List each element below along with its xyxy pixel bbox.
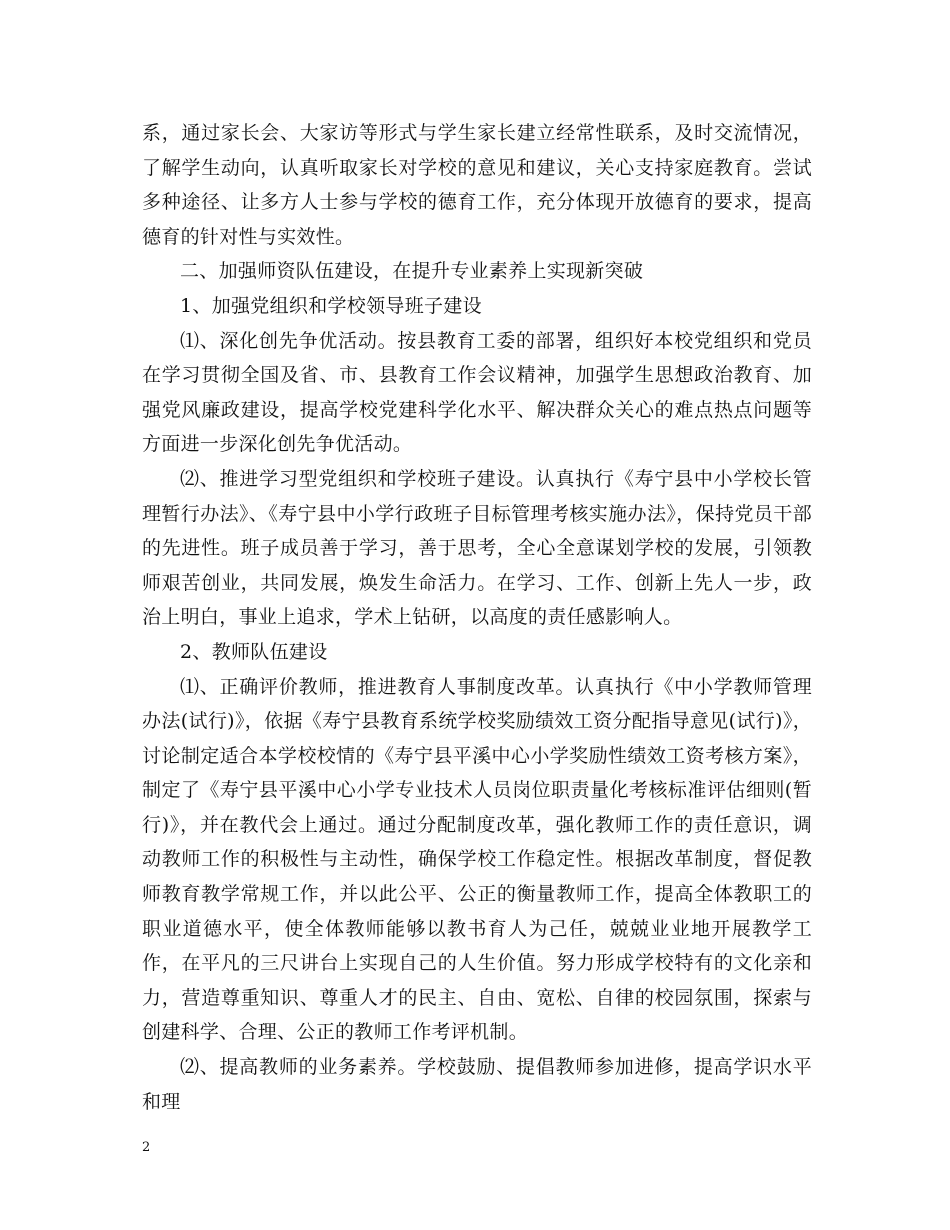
subheading-teacher-team-building: 2、教师队伍建设 (180, 640, 328, 663)
subheading-party-leadership: 1、加强党组织和学校领导班子建设 (180, 294, 482, 317)
paragraph-excellence-activity: ⑴、深化创先争优活动。按县教育工委的部署，组织好本校党组织和党员在学习贯彻全国及省、市、县教育工作会议精神，加强学生思想政治教育、加强党风廉政建设，提高学校党建科学化水平、解决群众关心的难点热点问题等方面进一步深化创先争优活动。 (142, 329, 812, 456)
paragraph-home-school-contact: 系，通过家长会、大家访等形式与学生家长建立经常性联系，及时交流情况，了解学生动向，认真听取家长对学校的意见和建议，关心支持家庭教育。尝试多种途径、让多方人士参与学校的德育工作，充分体现开放德育的要求，提高德育的针对性与实效性。 (142, 122, 812, 248)
document-body (142, 116, 812, 1119)
section-heading-teacher-team: 二、加强师资队伍建设，在提升专业素养上实现新突破 (180, 260, 644, 283)
paragraph-teacher-professional-quality: ⑵、提高教师的业务素养。学校鼓励、提倡教师参加进修，提高学识水平和理 (142, 1056, 812, 1113)
paragraph-teacher-evaluation: ⑴、正确评价教师，推进教育人事制度改革。认真执行《中小学教师管理办法(试行)》，依据《寿宁县教育系统学校奖励绩效工资分配指导意见(试行)》，讨论制定适合本学校校情的《寿宁县平溪中心小学奖励性绩效工资考核方案》，制定了《寿宁县平溪中心小学专业技术人员岗位职责量化考核标准评估细则(暂行)》，并在教代会上通过。通过分配制度改革，强化教师工作的责任意识，调动教师工作的积极性与主动性，确保学校工作稳定性。根据改革制度，督促教师教育教学常规工作，并以此公平、公正的衡量教师工作，提高全体教职工的职业道德水平，使全体教师能够以教书育人为己任，兢兢业业地开展教学工作，在平凡的三尺讲台上实现自己的人生价值。努力形成学校特有的文化亲和力，营造尊重知识、尊重人才的民主、自由、宽松、自律的校园氛围，探索与创建科学、合理、公正的教师工作考评机制。 (142, 675, 812, 1044)
paragraph-learning-party-organization: ⑵、推进学习型党组织和学校班子建设。认真执行《寿宁县中小学校长管理暂行办法》、《寿宁县中小学行政班子目标管理考核实施办法》，保持党员干部的先进性。班子成员善于学习，善于思考，全心全意谋划学校的发展，引领教师艰苦创业，共同发展，焕发生命活力。在学习、工作、创新上先人一步，政治上明白，事业上追求，学术上钻研，以高度的责任感影响人。 (142, 467, 812, 629)
page-number: 2 (142, 1140, 151, 1155)
